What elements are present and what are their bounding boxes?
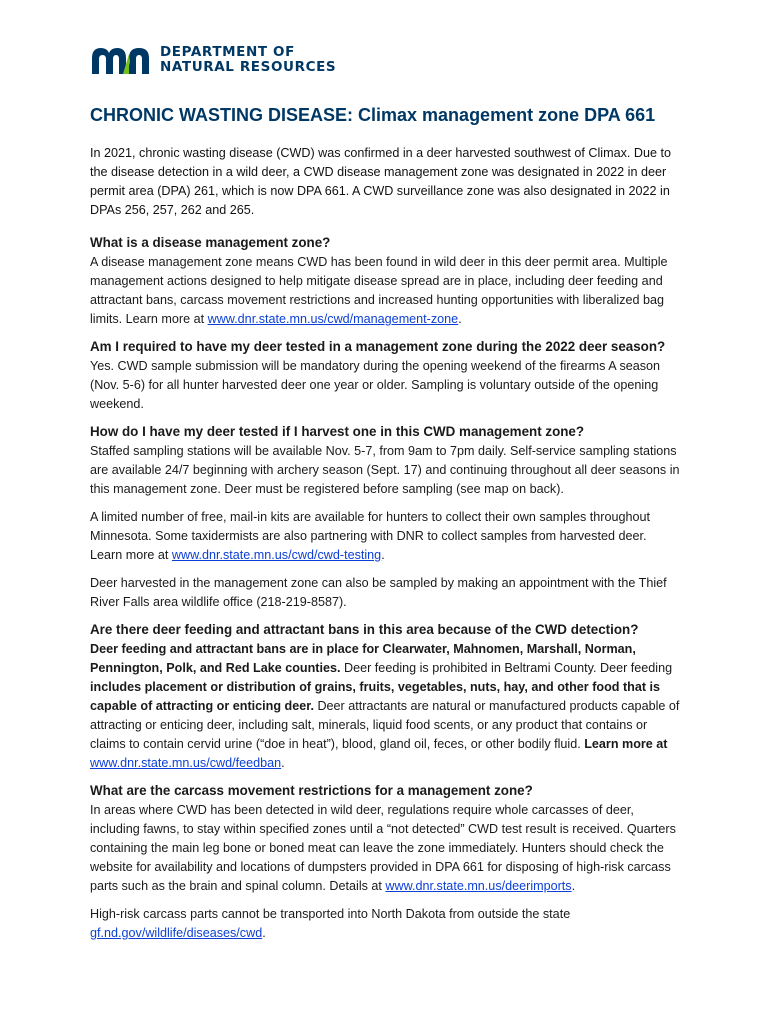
feeding-bold-1: Deer feeding and attractant bans are in place for Clearwater, Mahnomen, Marshall, Norman, Pennington, Polk, and Red Lake counties. [90,642,636,675]
link-nd-cwd[interactable]: gf.nd.gov/wildlife/diseases/cwd [90,926,263,940]
paragraph-carcass-restrictions [90,801,680,896]
link-deerimports[interactable]: www.dnr.state.mn.us/deerimports [385,879,572,893]
kits-text: A limited number of free, mail-in kits are available for hunters to collect their own samples throughout Minnesota. Some taxidermists are also partnering with DNR to collect samples from harvested deer. Learn more at [90,510,650,562]
mn-logo-icon [90,44,152,76]
dnr-logo [90,44,336,76]
feeding-bold-2: includes placement or distribution of grains, fruits, vegetables, nuts, hay, and other food that is capable of attracting or enticing deer. [90,680,661,713]
logo-line-2: NATURAL RESOURCES [160,59,337,75]
nd-text: High-risk carcass parts cannot be transported into North Dakota from outside the state [90,907,571,921]
feeding-bold-3: Learn more at [580,737,668,751]
paragraph-required-testing: Yes. CWD sample submission will be mandatory during the opening weekend of the firearms A season (Nov. 5-6) for all hunter harvested deer one year or older. Sampling is voluntary outside of the opening weekend. [90,359,661,411]
paragraph-mail-in-kits [90,508,680,565]
document-body [90,103,680,943]
heading-management-zone: What is a disease management zone? [90,235,331,250]
paragraph-management-zone [90,253,680,329]
zone-after: . [458,312,462,326]
feeding-after: . [281,756,285,770]
feeding-plain-2: Deer attractants are natural or manufactured products capable of attracting or enticing deer, including salt, minerals, liquid food scents, or any product that contains or claims to contain cervid urine (“doe in heat”), blood, gland oil, feces, or other bodily fluid. [90,699,680,751]
logo-line-1: DEPARTMENT OF [160,44,295,60]
zone-text: A disease management zone means CWD has been found in wild deer in this deer permit area. Multiple management actions designed to help mitigate disease spread are in place, including deer feeding and attractant bans, carcass movement restrictions and increased hunting opportunities with liberalized bag limits. Learn more at [90,255,668,326]
paragraph-sampling-stations: Staffed sampling stations will be available Nov. 5-7, from 9am to 7pm daily. Self-service sampling stations are available 24/7 beginning with archery season (Sept. 17) and continuing throughout all deer seasons in this management zone. Deer must be registered before sampling (see map on back). [90,444,680,496]
intro-paragraph: In 2021, chronic wasting disease (CWD) was confirmed in a deer harvested southwest of Climax. Due to the disease detection in a wild deer, a CWD disease management zone was designated in 2022 in deer permit area (DPA) 261, which is now DPA 661. A CWD surveillance zone was also designated in 2022 in DPAs 256, 257, 262 and 265. [90,146,671,217]
logo-wordmark [160,45,336,75]
page-title: CHRONIC WASTING DISEASE: Climax management zone DPA 661 [90,105,656,125]
heading-feeding-bans: Are there deer feeding and attractant bans in this area because of the CWD detection? [90,622,639,637]
paragraph-north-dakota [90,905,680,943]
link-feedban[interactable]: www.dnr.state.mn.us/cwd/feedban [90,756,282,770]
link-cwd-testing[interactable]: www.dnr.state.mn.us/cwd/cwd-testing [171,548,382,562]
heading-how-tested: How do I have my deer tested if I harvest one in this CWD management zone? [90,424,585,439]
link-management-zone[interactable]: www.dnr.state.mn.us/cwd/management-zone [207,312,459,326]
heading-carcass-restrictions: What are the carcass movement restrictions for a management zone? [90,783,533,798]
feeding-plain-1: Deer feeding is prohibited in Beltrami County. Deer feeding [340,661,673,675]
kits-after: . [381,548,385,562]
heading-required-testing: Am I required to have my deer tested in a management zone during the 2022 deer season? [90,339,666,354]
paragraph-appointment: Deer harvested in the management zone can also be sampled by making an appointment with the Thief River Falls area wildlife office (218-219-8587). [90,576,667,609]
paragraph-feeding-bans [90,640,680,773]
carcass-after: . [571,879,576,893]
carcass-text: In areas where CWD has been detected in wild deer, regulations require whole carcasses of deer, including fawns, to stay within specified zones until a “not detected” CWD test result is received. Quarters containing the main leg bone or boned meat can leave the zone immediately. Hunters should check the website for availability and locations of dumpsters provided in DPA 661 for disposing of high-risk carcass parts such as the brain and spinal column. Details at [90,803,676,893]
nd-after: . [262,926,266,940]
